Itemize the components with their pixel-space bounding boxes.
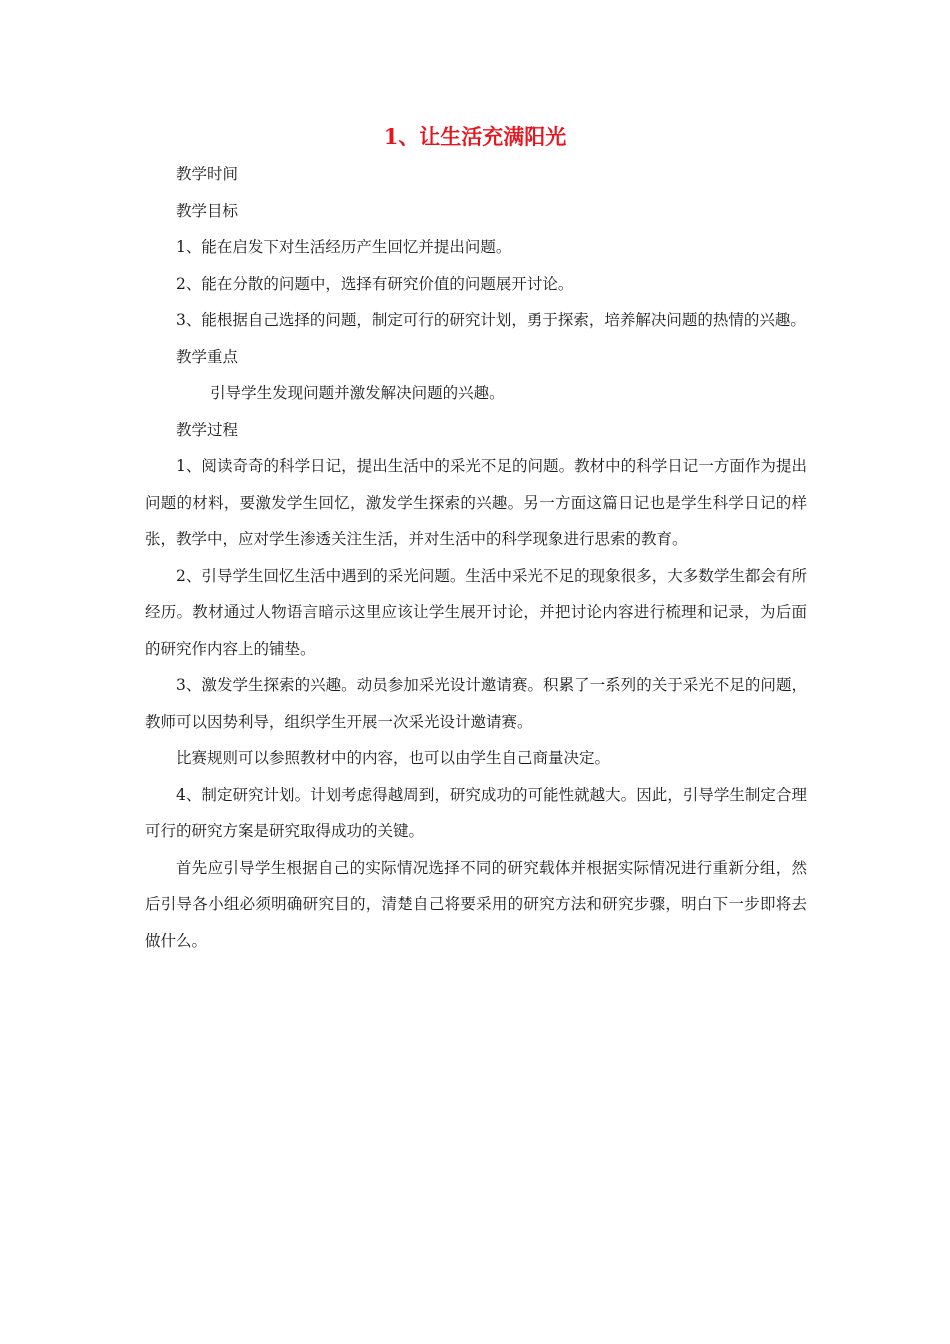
document-title: 1、让生活充满阳光: [383, 124, 567, 149]
heading-teaching-time: 教学时间: [176, 165, 239, 183]
competition-rules: 比赛规则可以参照教材中的内容，也可以由学生自己商量决定。: [176, 749, 611, 767]
focus-text: 引导学生发现问题并激发解决问题的兴趣。: [210, 384, 505, 402]
heading-teaching-process: 教学过程: [176, 420, 239, 439]
process-step-2: 2、引导学生回忆生活中遇到的采光问题。生活中采光不足的现象很多，大多数学生都会有所经历。教材通过人物语言暗示这里应该让学生展开讨论，并把讨论内容进行梳理和记录，为后面的研究作内容上的铺垫。: [145, 566, 807, 658]
process-step-3: 3、激发学生探索的兴趣。动员参加采光设计邀请赛。积累了一系列的关于采光不足的问题，教师可以因势利导，组织学生开展一次采光设计邀请赛。: [145, 676, 807, 731]
process-step-1: 1、阅读奇奇的科学日记，提出生活中的采光不足的问题。教材中的科学日记一方面作为提出问题的材料，要激发学生回忆，激发学生探索的兴趣。另一方面这篇日记也是学生科学日记的样张，教学中，应对学生渗透关注生活，并对生活中的科学现象进行思索的教育。: [145, 457, 807, 548]
goal-item-3: 3、能根据自己选择的问题，制定可行的研究计划，勇于探索，培养解决问题的热情的兴趣。: [176, 311, 806, 329]
goal-item-2: 2、能在分散的问题中，选择有研究价值的问题展开讨论。: [176, 274, 574, 293]
process-step-4: 4、制定研究计划。计划考虑得越周到，研究成功的可能性就越大。因此，引导学生制定合理可行的研究方案是研究取得成功的关键。: [145, 785, 807, 840]
heading-teaching-goals: 教学目标: [176, 201, 239, 220]
heading-teaching-focus: 教学重点: [176, 347, 239, 366]
goal-item-1: 1、能在启发下对生活经历产生回忆并提出问题。: [176, 238, 512, 256]
document-body: [145, 156, 807, 959]
process-detail: 首先应引导学生根据自己的实际情况选择不同的研究载体并根据实际情况进行重新分组，然后引导各小组必须明确研究目的，清楚自己将要采用的研究方法和研究步骤，明白下一步即将去做什么。: [145, 858, 807, 950]
